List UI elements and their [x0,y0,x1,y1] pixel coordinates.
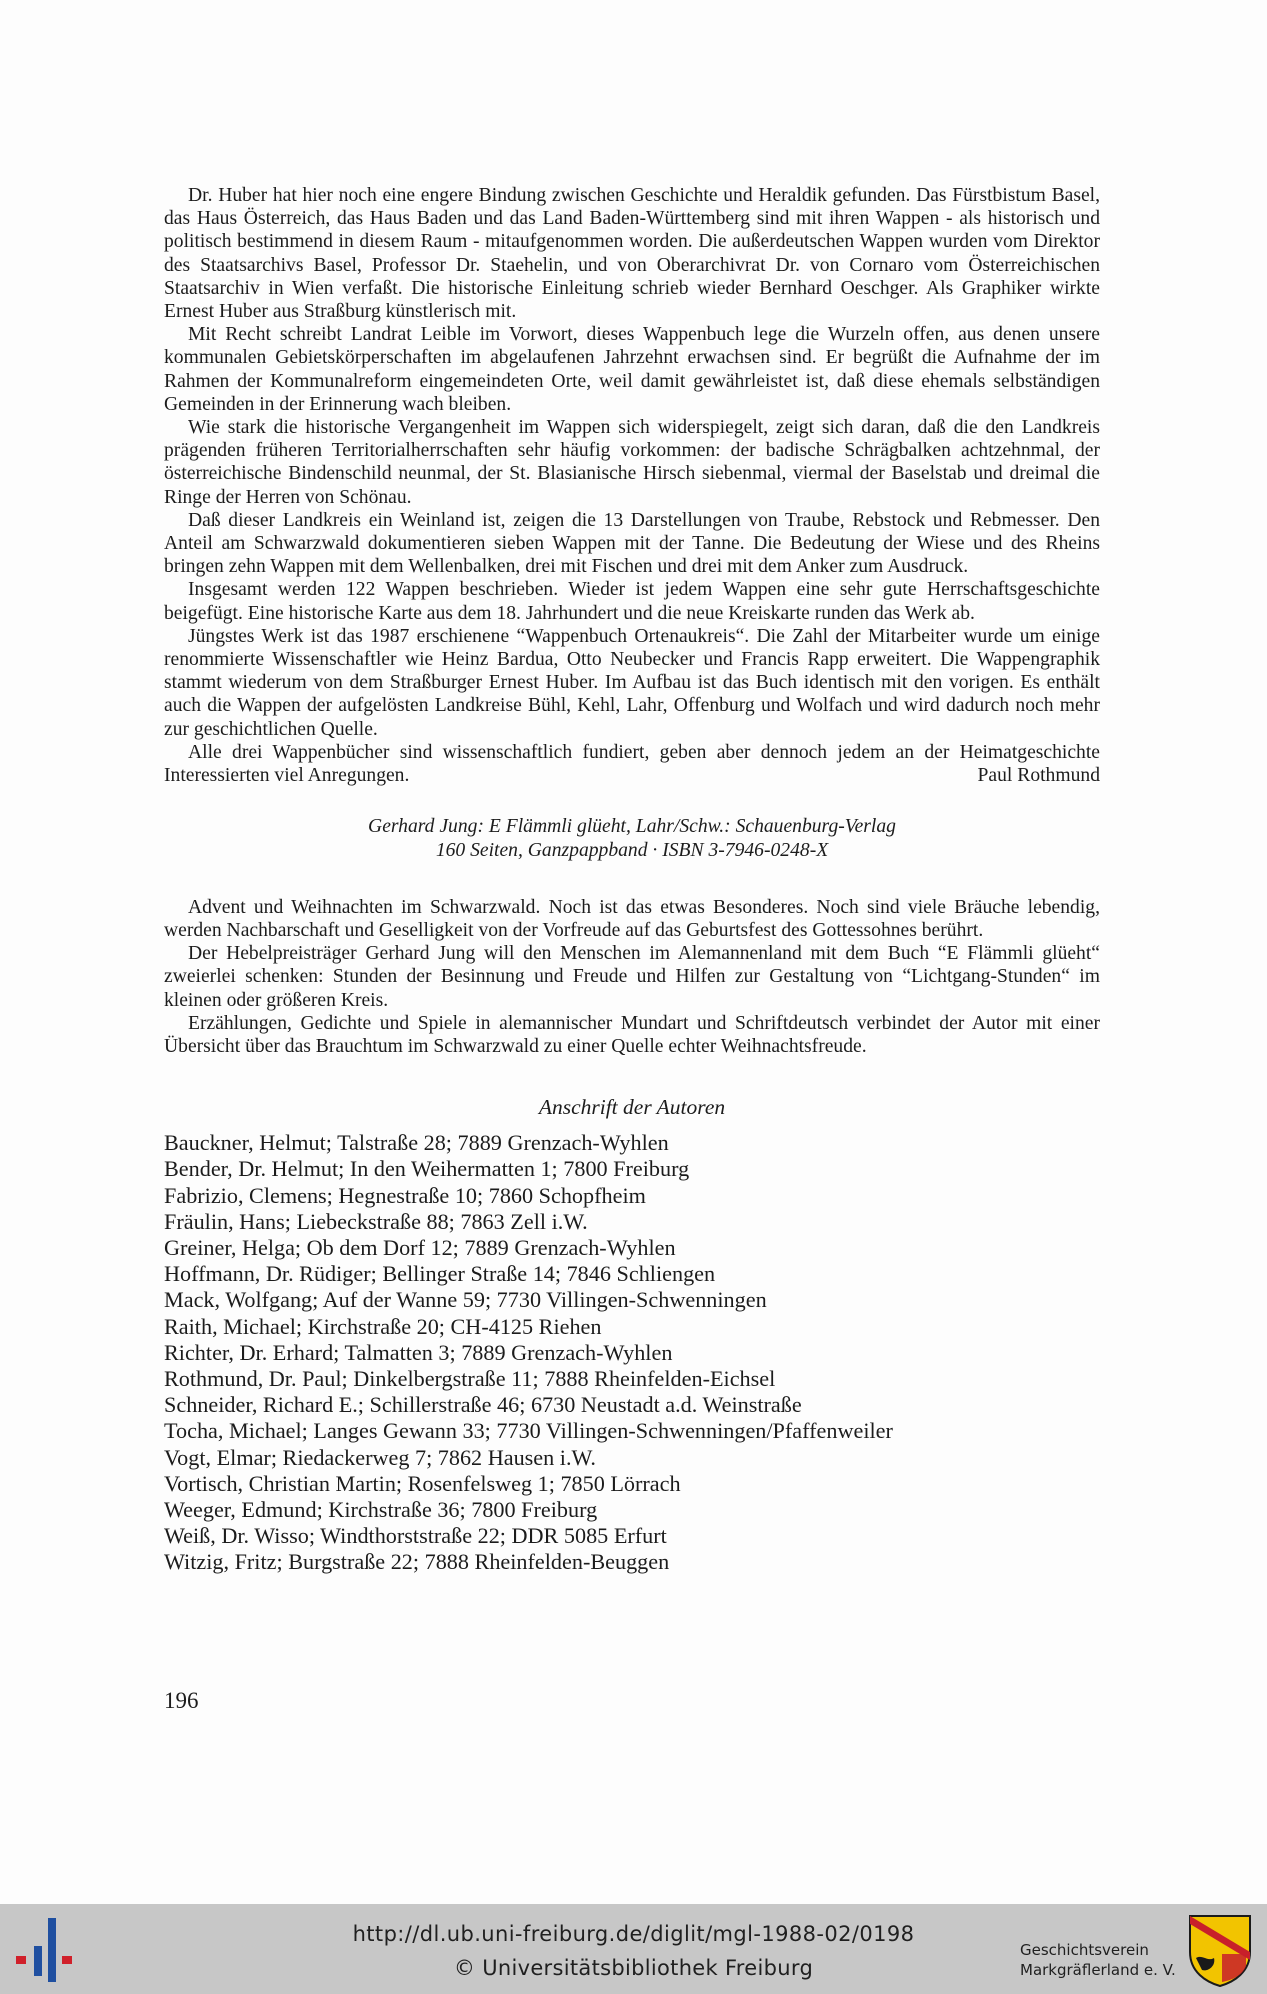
list-item: Vogt, Elmar; Riedackerweg 7; 7862 Hausen i.W. [164,1444,596,1470]
review-paragraph: Advent und Weihnachten im Schwarzwald. Noch ist das etwas Besonderes. Noch sind viele Bräuche lebendig, werden Nachbarschaft und Geselligkeit von der Vorfreude auf das Geburtsfest des Gottessohnes berührt. [164,896,1100,941]
article-paragraph: Dr. Huber hat hier noch eine engere Bindung zwischen Geschichte und Heraldik gefunden. Das Fürstbistum Basel, das Haus Österreich, das Haus Baden und das Land Baden-Württemberg sind mit ihren Wappen - als historisch und politisch bestimmend in diesem Raum - mitaufgenommen worden. Die außerdeutschen Wappen wurden vom Direktor des Staatsarchivs Basel, Professor Dr. Staehelin, und von Oberarchivrat Dr. von Cornaro vom Österreichischen Staatsarchiv in Wien verfaßt. Die historische Einleitung schrieb wieder Bernhard Oeschger. Als Graphiker wirkte Ernest Huber aus Straßburg künstlerisch mit. [164,185,1100,323]
society-name-line: Markgräflerland e. V. [1020,1961,1176,1979]
review-paragraph: Erzählungen, Gedichte und Spiele in alemannischer Mundart und Schriftdeutsch verbindet der Autor mit einer Übersicht über das Brauchtum im Schwarzwald zu einer Quelle echter Weihnachtsfreude. [164,1012,1100,1057]
article-paragraph: Wie stark die historische Vergangenheit im Wappen sich widerspiegelt, zeigt sich daran, daß die den Landkreis prägenden früheren Territorialherrschaften sehr häufig vorkommen: der badische Schrägbalken achtzehnmal, der österreichische Bindenschild neunmal, der St. Blasianische Hirsch siebenmal, viermal der Baselstab und dreimal die Ringe der Herren von Schönau. [164,417,1100,508]
society-name [1020,1940,1176,1980]
list-item: Tocha, Michael; Langes Gewann 33; 7730 Villingen-Schwenningen/Pfaffenweiler [164,1418,893,1444]
list-item: Richter, Dr. Erhard; Talmatten 3; 7889 Grenzach-Wyhlen [164,1339,673,1365]
list-item: Fabrizio, Clemens; Hegnestraße 10; 7860 Schopfheim [164,1182,646,1208]
list-item: Bauckner, Helmut; Talstraße 28; 7889 Grenzach-Wyhlen [164,1130,669,1156]
document-url-link[interactable]: http://dl.ub.uni-freiburg.de/diglit/mgl-1988-02/0198 [352,1922,915,1946]
author-address-list [164,1130,1100,1575]
list-item: Bender, Dr. Helmut; In den Weihermatten 1; 7800 Freiburg [164,1156,690,1182]
list-item: Witzig, Fritz; Burgstraße 22; 7888 Rheinfelden-Beuggen [164,1549,670,1575]
list-item: Raith, Michael; Kirchstraße 20; CH-4125 Riehen [164,1313,602,1339]
page-number: 196 [164,1688,199,1713]
authors-section-title: Anschrift der Autoren [538,1095,726,1120]
coat-of-arms-icon[interactable] [1188,1914,1252,1988]
list-item: Weeger, Edmund; Kirchstraße 36; 7800 Freiburg [164,1496,598,1522]
list-item: Greiner, Helga; Ob dem Dorf 12; 7889 Grenzach-Wyhlen [164,1234,676,1260]
article-body [164,184,1100,787]
list-item: Mack, Wolfgang; Auf der Wanne 59; 7730 Villingen-Schwenningen [164,1287,767,1313]
review-body [164,896,1100,1058]
article-paragraph: Insgesamt werden 122 Wappen beschrieben. Wieder ist jedem Wappen eine sehr gute Herrschaftsgeschichte beigefügt. Eine historische Karte aus dem 18. Jahrhundert und die neue Kreiskarte runden das Werk ab. [164,579,1100,624]
article-paragraph: Daß dieser Landkreis ein Weinland ist, zeigen die 13 Darstellungen von Traube, Rebstock und Rebmesser. Den Anteil am Schwarzwald dokumentieren sieben Wappen mit der Tanne. Die Bedeutung der Wiese und des Rheins bringen zehn Wappen mit dem Wellenbalken, drei mit Fischen und drei mit dem Anker zum Ausdruck. [164,509,1100,578]
review-paragraph: Der Hebelpreisträger Gerhard Jung will den Menschen im Alemannenland mit dem Buch “E Flämmli glüeht“ zweierlei schenken: Stunden der Besinnung und Freude und Hilfen zur Gestaltung von “Lichtgang-Stunden“ im kleinen oder größeren Kreis. [164,943,1100,1011]
article-paragraph: Jüngstes Werk ist das 1987 erschienene “Wappenbuch Ortenaukreis“. Die Zahl der Mitarbeiter wurde um einige renommierte Wissenschaftler wie Heinz Bardua, Otto Neubecker und Francis Rapp erweitert. Die Wappengraphik stammt wiederum von dem Straßburger Ernest Huber. Im Aufbau ist das Buch identisch mit den vorigen. Es enthält auch die Wappen der aufgelösten Landkreise Bühl, Kehl, Lahr, Offenburg und Wolfach und wird dadurch noch mehr zur geschichtlichen Quelle. [164,625,1100,740]
author-signature: Paul Rothmund [977,765,1100,787]
list-item: Vortisch, Christian Martin; Rosenfelsweg 1; 7850 Lörrach [164,1470,681,1496]
list-item: Weiß, Dr. Wisso; Windthorststraße 22; DDR 5085 Erfurt [164,1523,667,1549]
page-content [164,184,1100,1576]
article-paragraph: Alle drei Wappenbücher sind wissenschaftlich fundiert, geben aber dennoch jedem an der Heimatgeschichte Interessierten viel Anregungen. [164,741,1100,787]
list-item: Hoffmann, Dr. Rüdiger; Bellinger Straße 14; 7846 Schliengen [164,1261,716,1287]
book-review-header [164,815,1100,861]
list-item: Fräulin, Hans; Liebeckstraße 88; 7863 Zell i.W. [164,1208,588,1234]
list-item: Rothmund, Dr. Paul; Dinkelbergstraße 11; 7888 Rheinfelden-Eichsel [164,1365,776,1391]
society-name-line: Geschichtsverein [1020,1941,1149,1959]
article-paragraph: Mit Recht schreibt Landrat Leible im Vorwort, dieses Wappenbuch lege die Wurzeln offen, aus denen unsere kommunalen Gebietskörperschaften im abgelaufenen Jahrzehnt erwachsen sind. Er begrüßt die Aufnahme der im Rahmen der Kommunalreform eingemeindeten Orte, weil damit gewährleistet ist, daß diese ehemals selbständigen Gemeinden in der Erinnerung wach bleiben. [164,324,1100,415]
list-item: Schneider, Richard E.; Schillerstraße 46; 6730 Neustadt a.d. Weinstraße [164,1392,802,1418]
viewer-footer [0,1904,1267,1994]
copyright-notice: © Universitätsbibliothek Freiburg [453,1956,814,1980]
review-book-details: 160 Seiten, Ganzpappband · ISBN 3-7946-0248-X [435,839,829,861]
review-book-title: Gerhard Jung: E Flämmli glüeht, Lahr/Schw.: Schauenburg-Verlag [368,816,896,838]
